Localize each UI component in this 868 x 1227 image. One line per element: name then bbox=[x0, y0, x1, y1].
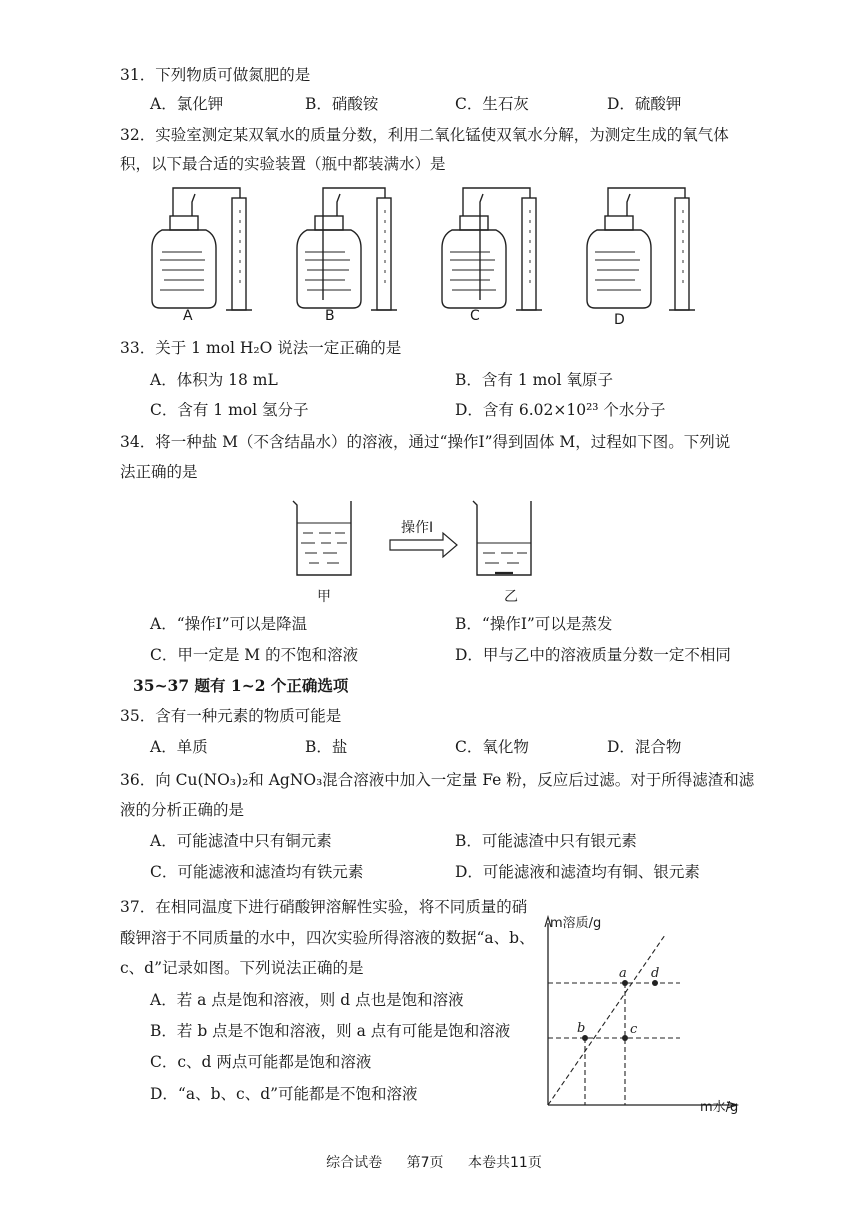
point-c bbox=[622, 1035, 628, 1041]
label-c: C bbox=[470, 308, 480, 324]
q34-beaker-figure bbox=[285, 493, 565, 583]
beaker-label-yi: 乙 bbox=[504, 589, 518, 605]
q31-option-d: D．硫酸钾 bbox=[607, 95, 682, 113]
section-note: 35~37 题有 1~2 个正确选项 bbox=[133, 676, 349, 695]
apparatus-b bbox=[297, 188, 397, 310]
point-label-b: b bbox=[577, 1021, 586, 1036]
q35-option-b: B．盐 bbox=[305, 738, 348, 756]
q34-option-c: C．甲一定是 M 的不饱和溶液 bbox=[150, 646, 359, 664]
arrow-label: 操作Ⅰ bbox=[401, 520, 434, 536]
q36-option-b: B．可能滤渣中只有银元素 bbox=[455, 832, 637, 850]
q36-option-a: A．可能滤渣中只有铜元素 bbox=[150, 832, 332, 850]
label-a: A bbox=[183, 308, 193, 324]
q34-stem-2: 法正确的是 bbox=[120, 463, 198, 481]
apparatus-c bbox=[442, 188, 542, 310]
q37-option-c: C．c、d 两点可能都是饱和溶液 bbox=[150, 1053, 372, 1071]
q33-option-b: B．含有 1 mol 氧原子 bbox=[455, 371, 614, 389]
q35-stem: 35．含有一种元素的物质可能是 bbox=[120, 707, 342, 725]
q36-option-d: D．可能滤液和滤渣均有铜、银元素 bbox=[455, 863, 700, 881]
graph-x-label: m水/g bbox=[700, 1100, 739, 1115]
q34-option-b: B．“操作Ⅰ”可以是蒸发 bbox=[455, 615, 613, 633]
point-label-a: a bbox=[619, 966, 627, 981]
page-footer bbox=[0, 1152, 868, 1172]
apparatus-d bbox=[587, 188, 695, 310]
label-d: D bbox=[614, 312, 625, 328]
graph-y-label: m溶质/g bbox=[550, 916, 602, 931]
q33-option-d: D．含有 6.02×10²³ 个水分子 bbox=[455, 401, 666, 419]
q35-option-c: C．氧化物 bbox=[455, 738, 529, 756]
q37-option-b: B．若 b 点是不饱和溶液，则 a 点有可能是饱和溶液 bbox=[150, 1022, 511, 1040]
q33-option-a: A．体积为 18 mL bbox=[150, 371, 278, 389]
q37-stem-1: 37．在相同温度下进行硝酸钾溶解性实验，将不同质量的硝 bbox=[120, 898, 528, 916]
q34-option-d: D．甲与乙中的溶液质量分数一定不相同 bbox=[455, 646, 731, 664]
apparatus-a bbox=[152, 188, 252, 310]
point-label-d: d bbox=[651, 966, 660, 981]
q33-option-c: C．含有 1 mol 氢分子 bbox=[150, 401, 309, 419]
q37-stem-3: c、d”记录如图。下列说法正确的是 bbox=[120, 959, 364, 977]
q31-option-c: C．生石灰 bbox=[455, 95, 529, 113]
q34-option-a: A．“操作Ⅰ”可以是降温 bbox=[150, 615, 308, 633]
q37-option-a: A．若 a 点是饱和溶液，则 d 点也是饱和溶液 bbox=[150, 991, 464, 1009]
q32-stem-2: 积，以下最合适的实验装置（瓶中都装满水）是 bbox=[120, 155, 446, 173]
q36-stem-1: 36．向 Cu(NO₃)₂和 AgNO₃混合溶液中加入一定量 Fe 粉，反应后过滤。对于所得滤渣和滤 bbox=[120, 771, 755, 789]
q34-stem-1: 34．将一种盐 M（不含结晶水）的溶液，通过“操作Ⅰ”得到固体 M，过程如下图。下列说 bbox=[120, 433, 731, 451]
q32-stem-1: 32．实验室测定某双氧水的质量分数，利用二氧化锰使双氧水分解，为测定生成的氧气体 bbox=[120, 126, 729, 144]
label-b: B bbox=[325, 308, 335, 324]
q33-stem: 33．关于 1 mol H₂O 说法一定正确的是 bbox=[120, 339, 402, 357]
q37-option-d: D．“a、b、c、d”可能都是不饱和溶液 bbox=[150, 1085, 418, 1103]
q37-stem-2: 酸钾溶于不同质量的水中，四次实验所得溶液的数据“a、b、 bbox=[120, 929, 535, 947]
q37-graph bbox=[535, 905, 750, 1120]
footer-total: 本卷共11页 bbox=[468, 1155, 542, 1171]
footer-page: 第7页 bbox=[406, 1155, 444, 1171]
q35-option-d: D．混合物 bbox=[607, 738, 682, 756]
q36-stem-2: 液的分析正确的是 bbox=[120, 801, 245, 819]
q31-option-a: A．氯化钾 bbox=[150, 95, 224, 113]
q31-stem: 31．下列物质可做氮肥的是 bbox=[120, 66, 311, 84]
point-label-c: c bbox=[630, 1022, 638, 1037]
q32-apparatus-figure bbox=[140, 180, 720, 330]
q36-option-c: C．可能滤液和滤渣均有铁元素 bbox=[150, 863, 364, 881]
beaker-label-jia: 甲 bbox=[317, 589, 331, 605]
footer-title: 综合试卷 bbox=[326, 1155, 383, 1171]
q35-option-a: A．单质 bbox=[150, 738, 208, 756]
q31-option-b: B．硝酸铵 bbox=[305, 95, 379, 113]
